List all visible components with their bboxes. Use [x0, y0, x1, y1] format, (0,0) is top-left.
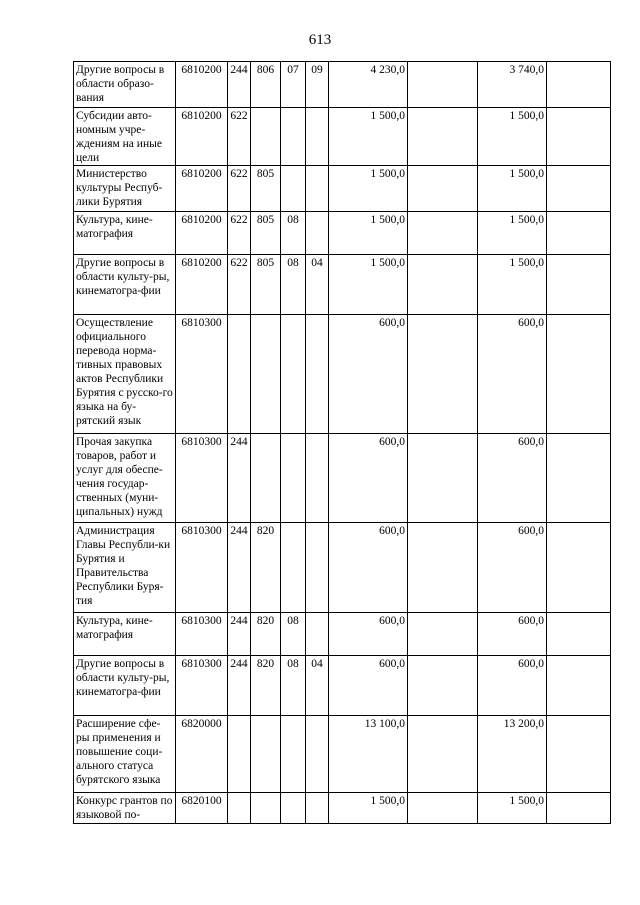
cell-kvr [228, 62, 251, 108]
cell-pr-text: 09 [311, 64, 323, 76]
cell-name-text: Другие вопросы в области образо-вания [76, 64, 165, 104]
cell-empty-2 [547, 434, 611, 523]
cell-empty-2 [547, 315, 611, 434]
cell-amount-year1 [329, 166, 408, 212]
cell-code [176, 656, 228, 716]
cell-code [176, 613, 228, 656]
cell-kvr-text: 244 [230, 615, 248, 627]
cell-rz-text: 08 [287, 615, 299, 627]
cell-name [74, 315, 176, 434]
cell-gr [251, 656, 281, 716]
cell-code [176, 793, 228, 824]
cell-empty-1 [408, 716, 478, 793]
cell-empty-1 [408, 523, 478, 613]
budget-table [73, 61, 611, 824]
cell-empty-2 [547, 62, 611, 108]
cell-pr-text: 04 [311, 257, 323, 269]
cell-empty-1 [408, 166, 478, 212]
cell-kvr-text: 622 [230, 168, 248, 180]
cell-amount-year2-text: 1 500,0 [509, 795, 544, 807]
cell-amount-year1-text: 600,0 [379, 658, 405, 670]
cell-name [74, 108, 176, 166]
cell-code-text: 6810300 [181, 615, 222, 627]
cell-kvr-text: 244 [230, 436, 248, 448]
cell-kvr [228, 166, 251, 212]
cell-gr-text: 805 [256, 214, 275, 226]
cell-amount-year2 [478, 716, 547, 793]
cell-code [176, 255, 228, 315]
cell-amount-year2-text: 1 500,0 [509, 257, 544, 269]
cell-name [74, 212, 176, 255]
cell-gr [251, 716, 281, 793]
cell-kvr-text: 244 [230, 64, 248, 76]
cell-amount-year1-text: 1 500,0 [370, 214, 405, 226]
cell-code-text: 6810300 [181, 658, 222, 670]
cell-pr [306, 716, 329, 793]
cell-rz [281, 793, 306, 824]
cell-empty-1 [408, 793, 478, 824]
cell-code [176, 434, 228, 523]
cell-amount-year1 [329, 793, 408, 824]
cell-kvr [228, 315, 251, 434]
cell-kvr-text: 244 [230, 658, 248, 670]
cell-code [176, 523, 228, 613]
table-row [74, 315, 611, 434]
cell-amount-year2 [478, 255, 547, 315]
cell-pr [306, 255, 329, 315]
cell-pr [306, 613, 329, 656]
cell-amount-year2-text: 13 200,0 [503, 718, 544, 730]
cell-amount-year2-text: 600,0 [518, 658, 544, 670]
cell-gr [251, 108, 281, 166]
cell-rz [281, 613, 306, 656]
cell-name [74, 656, 176, 716]
cell-pr [306, 793, 329, 824]
cell-amount-year1-text: 1 500,0 [370, 795, 405, 807]
cell-code [176, 166, 228, 212]
cell-name-text: Администрация Главы Республи-ки Бурятия и Правительства Республики Буря-тия [76, 525, 171, 607]
cell-code-text: 6810200 [181, 214, 222, 226]
table-row [74, 716, 611, 793]
cell-amount-year1 [329, 523, 408, 613]
cell-amount-year1-text: 1 500,0 [370, 168, 405, 180]
cell-gr [251, 255, 281, 315]
cell-gr [251, 523, 281, 613]
cell-kvr-text: 244 [230, 525, 248, 537]
cell-amount-year2-text: 1 500,0 [509, 110, 544, 122]
cell-amount-year2 [478, 523, 547, 613]
page-number: 613 [308, 32, 332, 48]
cell-empty-2 [547, 656, 611, 716]
cell-pr-text: 04 [311, 658, 323, 670]
cell-amount-year2 [478, 315, 547, 434]
cell-amount-year2-text: 600,0 [518, 525, 544, 537]
cell-kvr [228, 793, 251, 824]
cell-empty-1 [408, 255, 478, 315]
cell-amount-year2 [478, 62, 547, 108]
table-row [74, 108, 611, 166]
cell-amount-year2-text: 1 500,0 [509, 168, 544, 180]
cell-gr [251, 434, 281, 523]
cell-name-text: Расширение сфе-ры применения и повышение соци-ального статуса бурятского языка [76, 718, 163, 786]
cell-rz [281, 166, 306, 212]
cell-pr [306, 523, 329, 613]
cell-kvr [228, 255, 251, 315]
cell-pr [306, 166, 329, 212]
cell-rz-text: 08 [287, 214, 299, 226]
cell-amount-year1-text: 1 500,0 [370, 110, 405, 122]
cell-name [74, 793, 176, 824]
cell-kvr [228, 716, 251, 793]
cell-rz [281, 434, 306, 523]
cell-name-text: Культура, кине-матография [76, 615, 153, 641]
cell-rz [281, 212, 306, 255]
cell-gr-text: 806 [256, 64, 275, 76]
cell-amount-year1 [329, 434, 408, 523]
cell-empty-1 [408, 656, 478, 716]
cell-code-text: 6810300 [181, 525, 222, 537]
cell-empty-2 [547, 793, 611, 824]
cell-empty-2 [547, 613, 611, 656]
cell-amount-year1-text: 600,0 [379, 615, 405, 627]
cell-gr [251, 62, 281, 108]
cell-rz [281, 315, 306, 434]
cell-amount-year1 [329, 315, 408, 434]
cell-kvr [228, 523, 251, 613]
cell-kvr-text: 622 [230, 257, 248, 269]
cell-code-text: 6820000 [181, 718, 222, 730]
table-row [74, 523, 611, 613]
cell-name-text: Министерство культуры Респуб-лики Бурятия [76, 168, 163, 208]
cell-name-text: Культура, кине-матография [76, 214, 153, 240]
cell-gr-text: 820 [256, 658, 275, 670]
cell-amount-year1 [329, 613, 408, 656]
table-row [74, 212, 611, 255]
table-row [74, 166, 611, 212]
cell-amount-year1-text: 1 500,0 [370, 257, 405, 269]
cell-code [176, 716, 228, 793]
cell-amount-year2 [478, 108, 547, 166]
cell-pr [306, 108, 329, 166]
cell-rz [281, 716, 306, 793]
cell-rz-text: 07 [287, 64, 299, 76]
cell-gr-text: 805 [256, 257, 275, 269]
cell-empty-2 [547, 523, 611, 613]
cell-code-text: 6810200 [181, 64, 222, 76]
cell-kvr [228, 108, 251, 166]
table-row [74, 656, 611, 716]
cell-empty-1 [408, 315, 478, 434]
cell-kvr [228, 656, 251, 716]
cell-pr [306, 656, 329, 716]
cell-name-text: Другие вопросы в области культу-ры, кинематогра-фии [76, 658, 170, 698]
cell-pr [306, 315, 329, 434]
cell-gr [251, 315, 281, 434]
cell-empty-2 [547, 212, 611, 255]
cell-rz [281, 255, 306, 315]
cell-gr [251, 613, 281, 656]
cell-name-text: Другие вопросы в области культу-ры, кинематогра-фии [76, 257, 170, 297]
cell-amount-year2-text: 3 740,0 [509, 64, 544, 76]
cell-name [74, 434, 176, 523]
cell-gr-text: 820 [256, 615, 275, 627]
cell-code [176, 315, 228, 434]
cell-name-text: Осуществление официального перевода норма-тивных правовых актов Республики Бурятия с русско-го языка на бу-рятский язык [76, 317, 173, 427]
cell-rz [281, 523, 306, 613]
cell-empty-2 [547, 716, 611, 793]
cell-name [74, 613, 176, 656]
table-body [74, 62, 611, 824]
cell-amount-year2-text: 600,0 [518, 615, 544, 627]
cell-amount-year1 [329, 108, 408, 166]
table-row [74, 62, 611, 108]
cell-amount-year1 [329, 62, 408, 108]
cell-kvr [228, 613, 251, 656]
cell-name-text: Субсидии авто-номным учре-ждениям на иные цели [76, 110, 162, 164]
cell-code [176, 108, 228, 166]
cell-code [176, 212, 228, 255]
cell-amount-year1-text: 13 100,0 [364, 718, 405, 730]
cell-pr [306, 212, 329, 255]
cell-amount-year2 [478, 613, 547, 656]
cell-empty-2 [547, 108, 611, 166]
cell-rz [281, 108, 306, 166]
cell-kvr-text: 622 [230, 214, 248, 226]
cell-code [176, 62, 228, 108]
cell-gr-text: 820 [256, 525, 275, 537]
cell-name [74, 166, 176, 212]
cell-amount-year2 [478, 166, 547, 212]
cell-empty-1 [408, 108, 478, 166]
table-row [74, 613, 611, 656]
cell-empty-1 [408, 212, 478, 255]
cell-name [74, 62, 176, 108]
cell-rz-text: 08 [287, 658, 299, 670]
cell-amount-year1 [329, 716, 408, 793]
cell-amount-year1 [329, 212, 408, 255]
cell-code-text: 6810300 [181, 436, 222, 448]
cell-empty-1 [408, 434, 478, 523]
cell-kvr [228, 434, 251, 523]
cell-amount-year2 [478, 793, 547, 824]
cell-gr [251, 166, 281, 212]
cell-code-text: 6810200 [181, 168, 222, 180]
cell-rz [281, 656, 306, 716]
cell-empty-2 [547, 255, 611, 315]
table-row [74, 793, 611, 824]
cell-pr [306, 434, 329, 523]
cell-amount-year1-text: 600,0 [379, 317, 405, 329]
cell-empty-2 [547, 166, 611, 212]
cell-name-text: Конкурс грантов по языковой по- [76, 795, 173, 821]
cell-rz [281, 62, 306, 108]
cell-code-text: 6810200 [181, 257, 222, 269]
cell-name [74, 255, 176, 315]
cell-empty-1 [408, 62, 478, 108]
cell-amount-year2-text: 1 500,0 [509, 214, 544, 226]
cell-amount-year1-text: 600,0 [379, 525, 405, 537]
cell-amount-year1 [329, 656, 408, 716]
cell-name [74, 523, 176, 613]
cell-amount-year2 [478, 434, 547, 523]
cell-amount-year2-text: 600,0 [518, 317, 544, 329]
cell-amount-year2-text: 600,0 [518, 436, 544, 448]
cell-amount-year1 [329, 255, 408, 315]
cell-pr [306, 62, 329, 108]
cell-code-text: 6810300 [181, 317, 222, 329]
cell-gr-text: 805 [256, 168, 275, 180]
cell-rz-text: 08 [287, 257, 299, 269]
cell-code-text: 6810200 [181, 110, 222, 122]
cell-amount-year1-text: 4 230,0 [370, 64, 405, 76]
cell-gr [251, 793, 281, 824]
cell-amount-year2 [478, 212, 547, 255]
cell-amount-year1-text: 600,0 [379, 436, 405, 448]
cell-empty-1 [408, 613, 478, 656]
table-row [74, 255, 611, 315]
cell-kvr-text: 622 [230, 110, 248, 122]
cell-gr [251, 212, 281, 255]
cell-amount-year2 [478, 656, 547, 716]
cell-name-text: Прочая закупка товаров, работ и услуг для обеспе-чения государ-ственных (муни-ципальных) нужд [76, 436, 163, 518]
table-row [74, 434, 611, 523]
cell-name [74, 716, 176, 793]
cell-code-text: 6820100 [181, 795, 222, 807]
cell-kvr [228, 212, 251, 255]
